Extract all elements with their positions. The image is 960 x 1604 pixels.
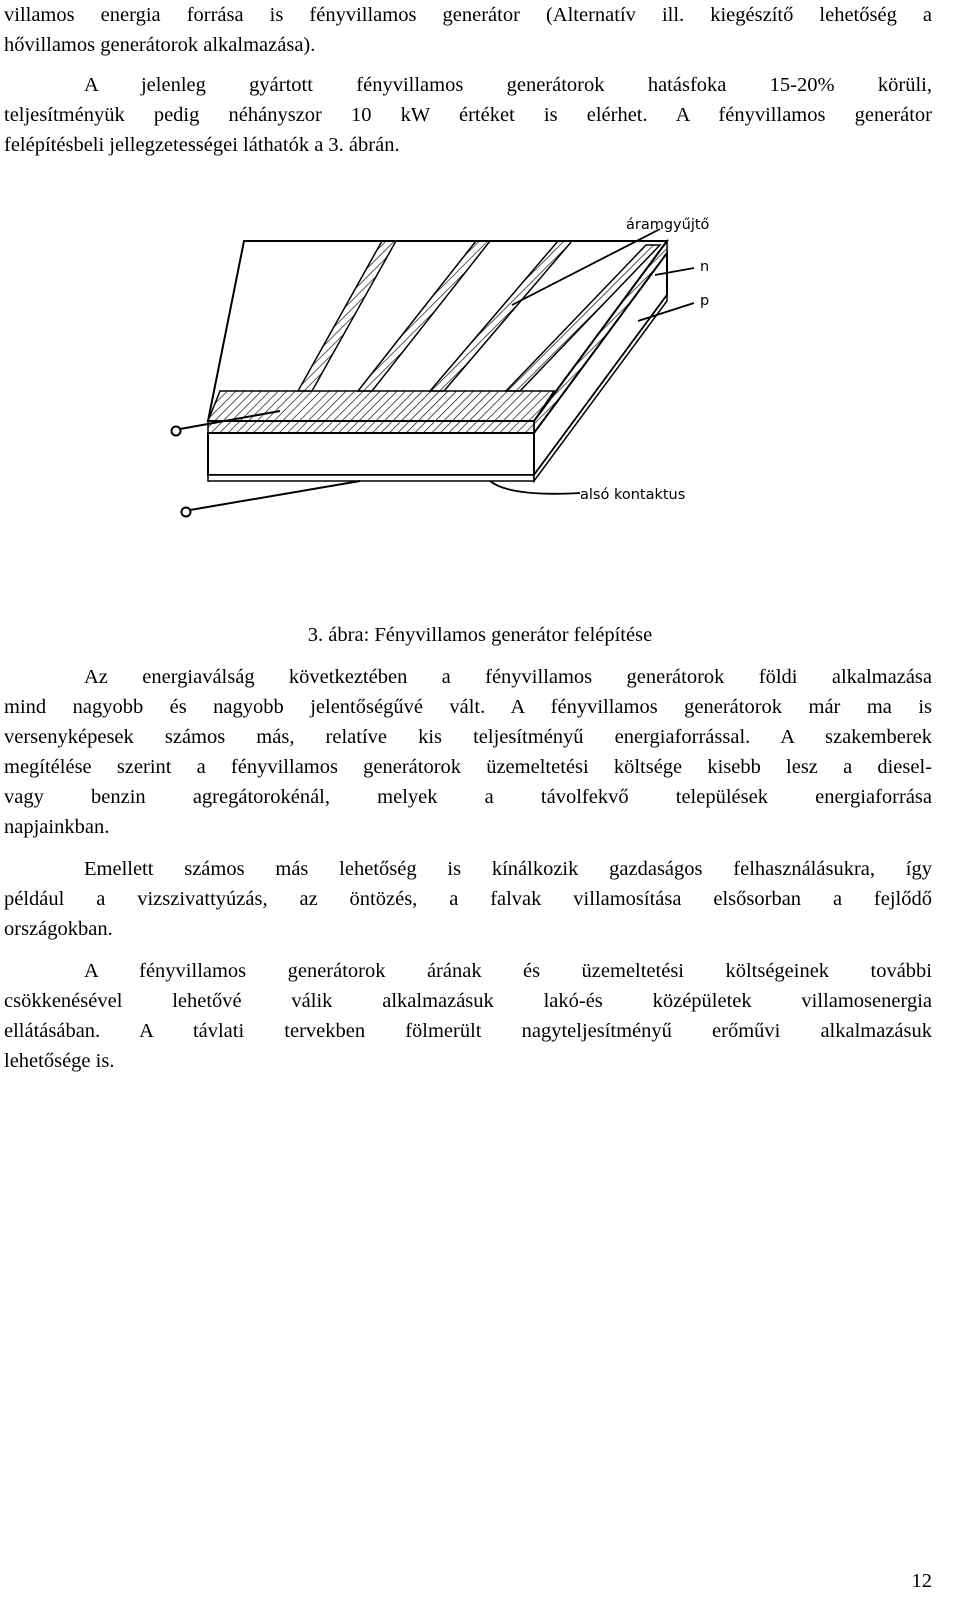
n-layer-front [208, 421, 534, 433]
text-line: Az energiaválság következtében a fényvillamos generátorok földi alkalmazása [84, 666, 932, 688]
label-also-kontaktus: alsó kontaktus [580, 487, 686, 503]
text-line: A fényvillamos generátorok árának és üzemeltetési költségeinek további [84, 960, 932, 982]
text-line: ellátásában. A távlati tervekben fölmerült nagyteljesítményű erőművi alkalmazásuk [4, 1020, 932, 1042]
text-line: versenyképesek számos más, relatíve kis teljesítményű energiaforrással. A szakemberek [4, 726, 932, 748]
label-p: p [700, 293, 710, 309]
text-line: villamos energia forrása is fényvillamos generátor (Alternatív ill. kiegészítő lehetőség a [4, 4, 932, 26]
label-aramgyujto: áramgyűjtő [626, 217, 710, 233]
text-line: Emellett számos más lehetőség is kínálkozik gazdaságos felhasználásukra, így [84, 858, 932, 880]
text-line: felépítésbeli jellegzetességei láthatók a 3. ábrán. [4, 134, 400, 156]
text-line: mind nagyobb és nagyobb jelentőségűvé vált. A fényvillamos generátorok már ma is [4, 696, 932, 718]
text-line: csökkenésével lehetővé válik alkalmazásuk lakó-és középületek villamosenergia [4, 990, 932, 1012]
text-line: országokban. [4, 918, 113, 940]
figure-caption: 3. ábra: Fényvillamos generátor felépítése [307, 624, 653, 646]
side-p-layer [534, 253, 667, 475]
text-line: napjainkban. [4, 816, 110, 838]
text-line: megítélése szerint a fényvillamos generátorok üzemeltetési költsége kisebb lesz a diesel- [4, 756, 932, 778]
text-line: lehetősége is. [4, 1050, 115, 1072]
terminal [172, 427, 181, 436]
collector-busbar [208, 391, 554, 421]
label-n: n [700, 259, 710, 275]
side-n-layer [534, 241, 667, 433]
bottom-contact-front [208, 475, 534, 481]
terminal [182, 508, 191, 517]
text-line: vagy benzin agregátorokénál, melyek a távolfekvő települések energiaforrása [4, 786, 932, 808]
page-number: 12 [911, 1570, 932, 1592]
pv-generator-figure [160, 195, 740, 555]
side-bottom [534, 295, 667, 481]
text-line: például a vizszivattyúzás, az öntözés, a falvak villamosítása elsősorban a fejlődő [4, 888, 932, 910]
text-line: teljesítményük pedig néhányszor 10 kW értéket is elérhet. A fényvillamos generátor [4, 104, 932, 126]
text-line: hővillamos generátorok alkalmazása). [4, 34, 316, 56]
p-layer-front [208, 433, 534, 475]
text-line: A jelenleg gyártott fényvillamos generátorok hatásfoka 15-20% körüli, [84, 74, 932, 96]
collector-finger [430, 241, 572, 391]
